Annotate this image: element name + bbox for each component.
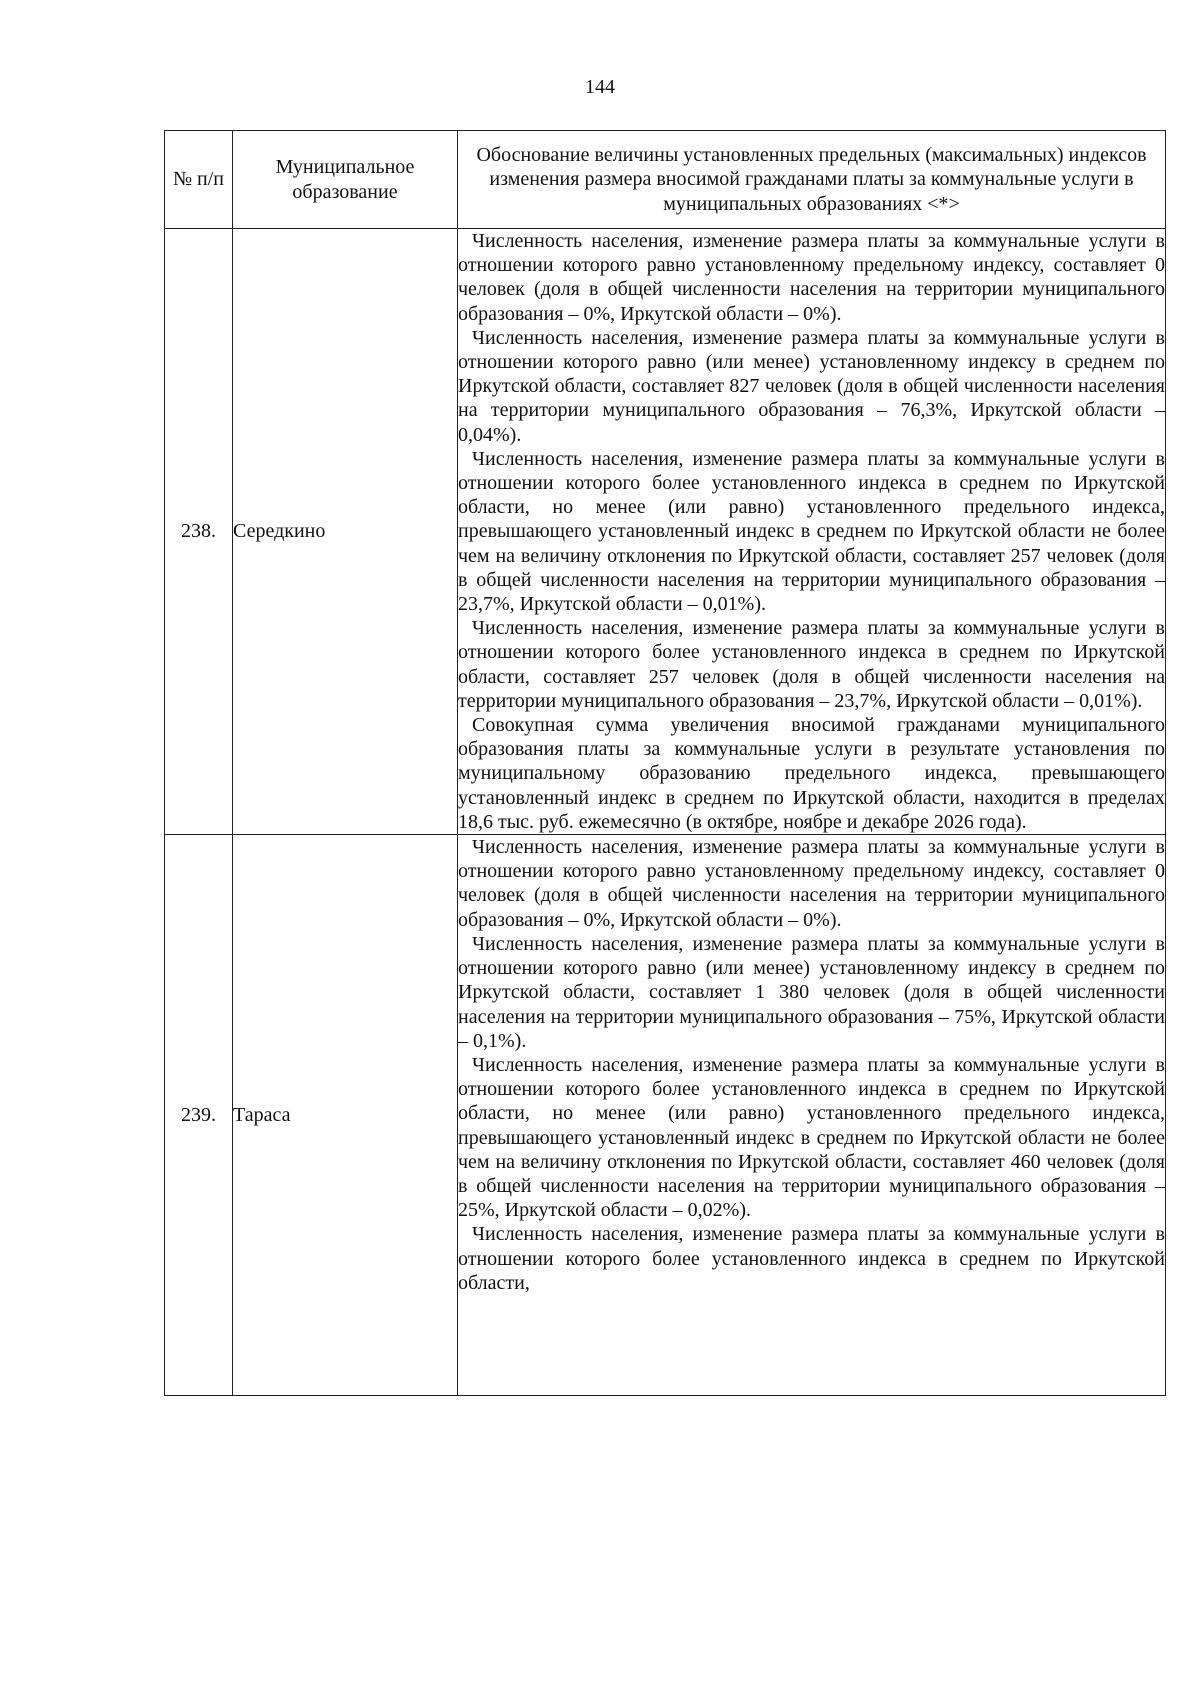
header-number: № п/п [165,131,233,229]
page-number: 144 [585,76,615,98]
header-municipality: Муниципальное образование [233,131,458,229]
table-header-row [165,131,1166,229]
row-number: 239. [165,835,233,1396]
paragraph: Численность населения, изменение размера платы за коммунальные услуги в отношении которого равно установленному предельному индексу, составляет 0 человек (доля в общей численности населения на территории муниципального образования – 0%, Иркутской области – 0%). [458,230,1165,325]
paragraph: Численность населения, изменение размера платы за коммунальные услуги в отношении которого равно (или менее) установленному индексу в среднем по Иркутской области, составляет 1 380 человек (доля в общей численности населения на территории муниципального образования – 75%, Иркутской области – 0,1%). [458,932,1165,1052]
municipality-name: Тараса [233,835,458,1396]
paragraph: Численность населения, изменение размера платы за коммунальные услуги в отношении которого более установленного индекса в среднем по Иркутской области, но менее (или равно) установленного предельного индекса, превышающего установленный индекс в среднем по Иркутской области не более чем на величину отклонения по Иркутской области, составляет 460 человек (доля в общей численности населения на территории муниципального образования – 25%, Иркутской области – 0,02%). [458,1053,1165,1222]
table-row [165,229,1166,835]
table-row [165,835,1166,1396]
paragraph: Численность населения, изменение размера платы за коммунальные услуги в отношении которого более установленного индекса в среднем по Иркутской области, составляет 257 человек (доля в общей численности населения на территории муниципального образования – 23,7%, Иркутской области – 0,01%). [458,617,1165,712]
header-justification: Обоснование величины установленных предельных (максимальных) индексов изменения размера вносимой гражданами платы за коммунальные услуги в муниципальных образованиях <*> [458,131,1166,229]
justification-cell [458,835,1166,1396]
row-number: 238. [165,229,233,835]
justification-text [458,835,1165,1295]
justification-table [164,130,1166,1396]
justification-cell [458,229,1166,835]
municipality-name: Середкино [233,229,458,835]
paragraph: Численность населения, изменение размера платы за коммунальные услуги в отношении которого равно установленному предельному индексу, составляет 0 человек (доля в общей численности населения на территории муниципального образования – 0%, Иркутской области – 0%). [458,836,1165,931]
paragraph: Численность населения, изменение размера платы за коммунальные услуги в отношении которого более установленного индекса в среднем по Иркутской области, [458,1223,1165,1294]
paragraph: Численность населения, изменение размера платы за коммунальные услуги в отношении которого равно (или менее) установленному индексу в среднем по Иркутской области, составляет 827 человек (доля в общей численности населения на территории муниципального образования – 76,3%, Иркутской области – 0,04%). [458,326,1165,446]
paragraph: Численность населения, изменение размера платы за коммунальные услуги в отношении которого более установленного индекса в среднем по Иркутской области, но менее (или равно) установленного предельного индекса, превышающего установленный индекс в среднем по Иркутской области не более чем на величину отклонения по Иркутской области, составляет 257 человек (доля в общей численности населения на территории муниципального образования – 23,7%, Иркутской области – 0,01%). [458,447,1165,616]
paragraph: Совокупная сумма увеличения вносимой гражданами муниципального образования платы за коммунальные услуги в результате установления по муниципальному образованию предельного индекса, превышающего установленный индекс в среднем по Иркутской области, находится в пределах 18,6 тыс. руб. ежемесячно (в октябре, ноябре и декабре 2026 года). [458,714,1165,833]
